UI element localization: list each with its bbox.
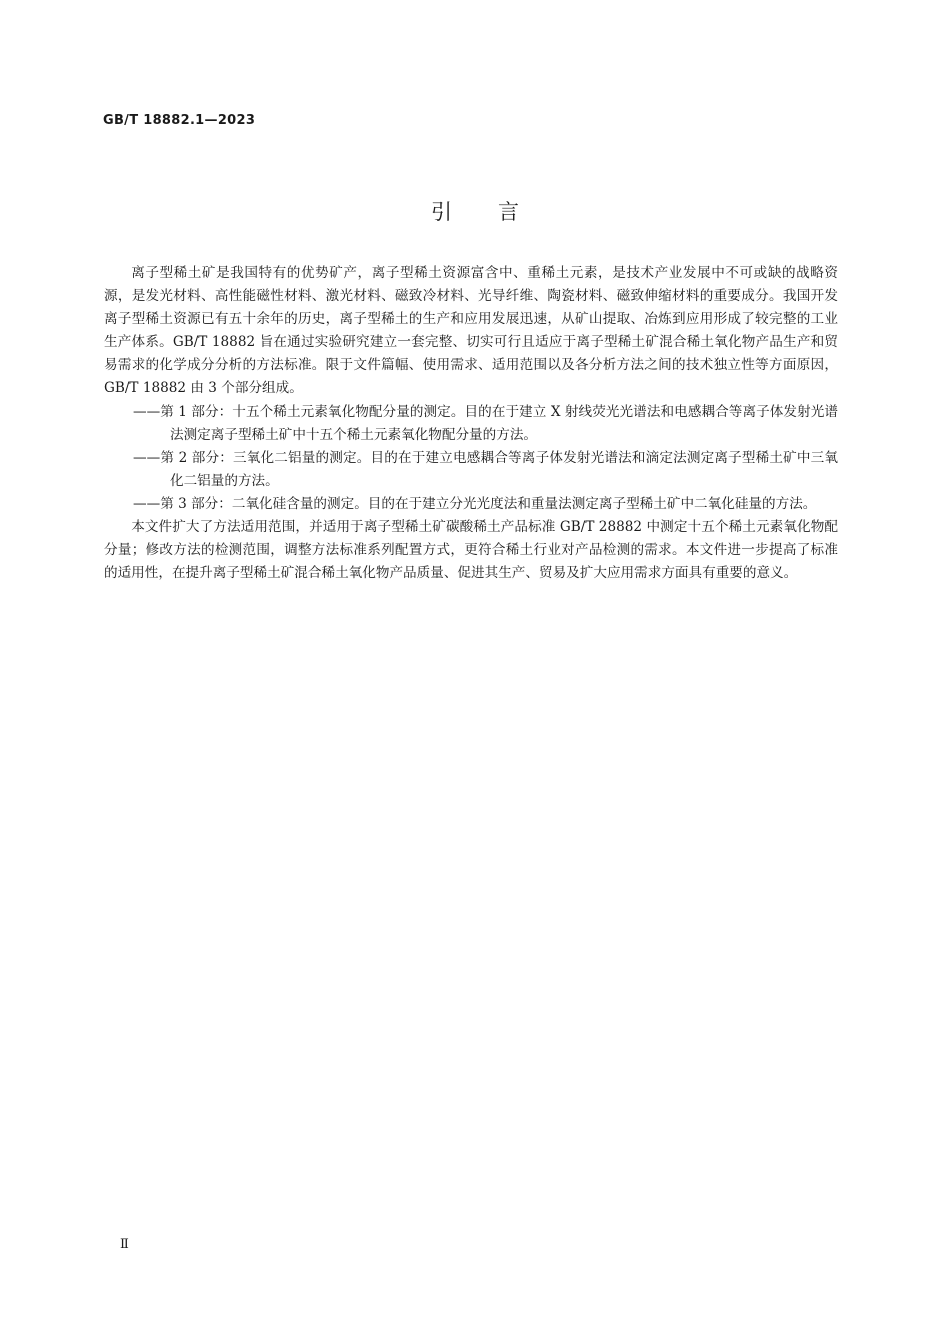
part-3-item: ——第 3 部分：二氧化硅含量的测定。目的在于建立分光光度法和重量法测定离子型稀土矿中二氧化硅量的方法。 [133,495,817,512]
document-body [104,262,838,585]
page-number: Ⅱ [120,1237,129,1252]
intro-paragraph: 离子型稀土矿是我国特有的优势矿产，离子型稀土资源富含中、重稀土元素，是技术产业发展中不可或缺的战略资源，是发光材料、高性能磁性材料、激光材料、磁致冷材料、光导纤维、陶瓷材料、磁致伸缩材料的重要成分。我国开发离子型稀土资源已有五十余年的历史，离子型稀土的生产和应用发展迅速，从矿山提取、冶炼到应用形成了较完整的工业生产体系。GB/T 18882 旨在通过实验研究建立一套完整、切实可行且适应于离子型稀土矿混合稀土氧化物产品生产和贸易需求的化学成分分析的方法标准。限于文件篇幅、使用需求、适用范围以及各分析方法之间的技术独立性等方面原因，GB/T 18882 由 3 个部分组成。 [104,265,838,397]
part-1-item: ——第 1 部分：十五个稀土元素氧化物配分量的测定。目的在于建立 X 射线荧光光谱法和电感耦合等离子体发射光谱法测定离子型稀土矿中十五个稀土元素氧化物配分量的方法。 [133,403,838,443]
standard-code: GB/T 18882.1—2023 [103,113,256,128]
part-2-item: ——第 2 部分：三氧化二铝量的测定。目的在于建立电感耦合等离子体发射光谱法和滴定法测定离子型稀土矿中三氧化二铝量的方法。 [133,449,838,489]
closing-paragraph: 本文件扩大了方法适用范围，并适用于离子型稀土矿碳酸稀土产品标准 GB/T 28882 中测定十五个稀土元素氧化物配分量；修改方法的检测范围，调整方法标准系列配置方式，更符合稀土行业对产品检测的需求。本文件进一步提高了标准的适用性，在提升离子型稀土矿混合稀土氧化物产品质量、促进其生产、贸易及扩大应用需求方面具有重要的意义。 [104,519,838,582]
page-title: 引言 [431,200,565,224]
